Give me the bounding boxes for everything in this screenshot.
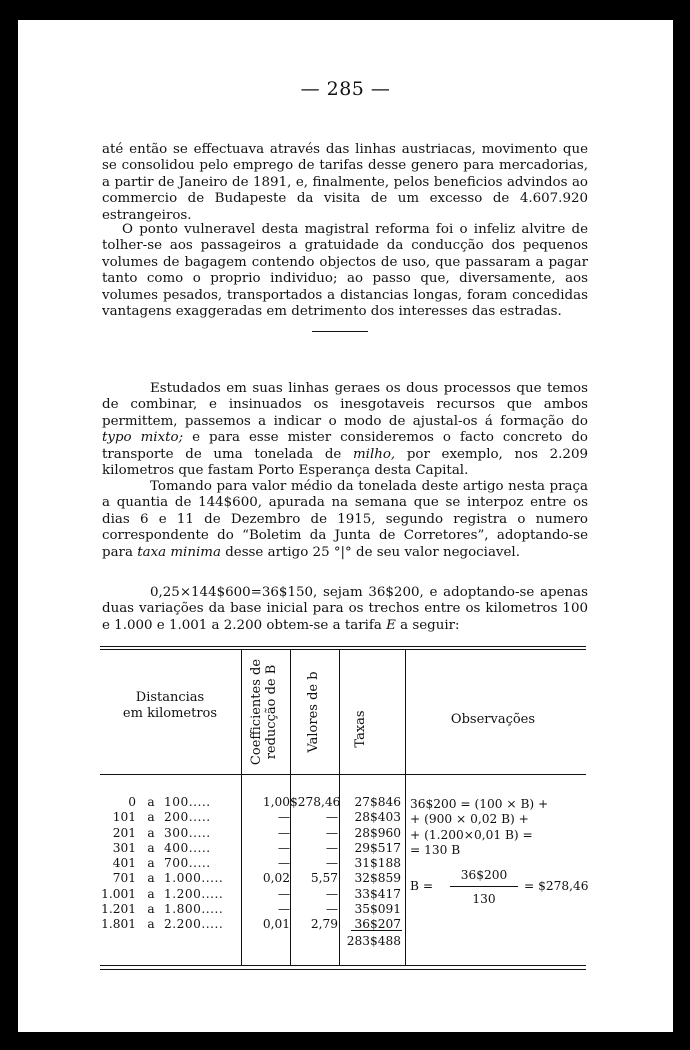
formula-line: = 130 B [410,842,461,857]
cell-tax: 36$207 [354,917,401,932]
fraction-denominator: 130 [472,892,496,906]
cell-from: 401 [112,856,136,871]
paragraph-4: Tomando para valor médio da tonelada deste artigo nesta praça a quantia de 144$600, apurada na semana que se interpoz entre os dias 6 e 11 de Dezembro de 1915, segundo registra o numero correspondente do “Boletim da Junta de Corretores”, adoptando-se para taxa minima desse artigo 25 °|° de seu valor negociavel. [102,479,588,560]
cell-coef: 1,00 [262,795,290,809]
formula-line: 36$200 = (100 × B) + [410,797,549,811]
table-top-rule [100,646,586,647]
cell-coef: — [277,825,290,840]
cell-tax: 27$846 [354,795,401,809]
cell-coef: 0,02 [262,871,290,886]
cell-coef: 0,01 [262,917,290,932]
section-divider [312,331,368,332]
cell-to: 1.000..... [164,871,224,886]
cell-to: 200..... [164,810,211,825]
total-rule [351,930,402,931]
cell-connector: a [147,917,155,932]
observations-formula [410,797,548,858]
cell-val: — [325,856,338,871]
header-observations: Observações [450,712,536,727]
formula-line: + (1.200×0,01 B) = [410,827,533,842]
cell-connector: a [147,825,155,840]
cell-to: 300..... [164,825,211,840]
cell-from: 1.001 [101,886,136,901]
cell-to: 2.200..... [164,917,224,932]
header-distances: Distancias em kilometros [122,690,218,721]
cell-val: — [325,840,338,855]
cell-connector: a [147,840,155,855]
fraction-bar [450,886,518,887]
column-taxes [344,795,401,933]
fraction-numerator: 36$200 [460,868,508,882]
cell-from: 301 [112,840,136,855]
cell-connector: a [147,810,155,825]
cell-coef: — [277,902,290,917]
cell-to: 400..... [164,840,211,855]
cell-tax: 31$188 [354,856,401,871]
column-values [290,795,341,933]
header-values: Valores de b [306,671,321,753]
table-bottom-rule [100,965,586,966]
cell-tax: 32$859 [354,871,401,886]
paragraph-3: Estudados em suas linhas geraes os dous processos que temos de combinar, e insinuados os inesgotaveis recursos que ambos permittem, passemos a indicar o modo de ajustal-os á formação do typo mixto; e para esse mister consideremos o facto concreto do transporte de uma tonelada de milho, por exemplo, nos 2.209 kilometros que fastam Porto Esperança desta Capital. [102,381,588,479]
cell-val: $278,46 [290,795,341,809]
cell-to: 1.200..... [164,886,224,901]
cell-coef: — [277,886,290,901]
page-number: — 285 — [300,78,391,100]
column-to [164,795,240,933]
column-from [98,795,136,933]
cell-from: 201 [112,825,136,840]
table-header-rule [100,774,586,775]
cell-tax: 33$417 [354,886,401,901]
cell-connector: a [147,856,155,871]
cell-to: 1.800..... [164,902,224,917]
cell-tax: 35$091 [354,902,401,917]
cell-tax: 28$960 [354,825,401,840]
cell-val: 2,79 [310,917,338,932]
cell-to: 100..... [164,795,211,809]
cell-from: 0 [128,795,136,809]
paragraph-1: até então se effectuava através das linhas austriacas, movimento que se consolidou pelo emprego de tarifas desse genero para mercadorias, a partir de Janeiro de 1891, e, finalmente, pelos beneficios advindos ao commercio de Budapeste da visita de um excesso de 4.607.920 estrangeiros. [102,142,588,223]
cell-from: 1.801 [101,917,136,932]
cell-from: 1.201 [101,902,136,917]
cell-val: — [325,886,338,901]
cell-tax: 29$517 [354,840,401,855]
column-connector [144,795,158,933]
paragraph-2: O ponto vulneravel desta magistral reforma foi o infeliz alvitre de tolher-se aos passageiros a gratuidade da conducção dos pequenos volumes de bagagem contendo objectos de uso, que passaram a pagar tanto como o proprio individuo; ao passo que, diversamente, aos volumes pesados, transportados a distancias longas, foram concedidas vantagens exaggeradas em detrimento dos interesses das estradas. [102,222,588,320]
cell-connector: a [147,902,155,917]
cell-val: 5,57 [310,871,338,886]
formula-line: + (900 × 0,02 B) + [410,812,529,827]
cell-tax: 28$403 [354,810,401,825]
fraction-lhs: B = [410,879,434,893]
document-page [18,20,673,1032]
cell-connector: a [147,886,155,901]
cell-from: 101 [112,810,136,825]
cell-coef: — [277,840,290,855]
cell-to: 700..... [164,856,211,871]
cell-val: — [325,810,338,825]
cell-from: 701 [112,871,136,886]
cell-val: — [325,825,338,840]
paragraph-5: 0,25×144$600=36$150, sejam 36$200, e adoptando-se apenas duas variações da base inicial para os trechos entre os kilometros 100 e 1.000 e 1.001 a 2.200 obtem-se a tarifa E a seguir: [102,585,588,633]
cell-connector: a [147,871,155,886]
cell-val: — [325,902,338,917]
cell-connector: a [147,795,155,809]
total-taxes: 283$488 [346,934,401,948]
cell-coef: — [277,810,290,825]
fraction-rhs: = $278,46 [524,879,589,893]
column-coefficients [244,795,290,933]
header-taxes: Taxas [353,710,368,748]
cell-coef: — [277,856,290,871]
header-coefficients: Coefficientes de reducção de B [249,658,279,766]
